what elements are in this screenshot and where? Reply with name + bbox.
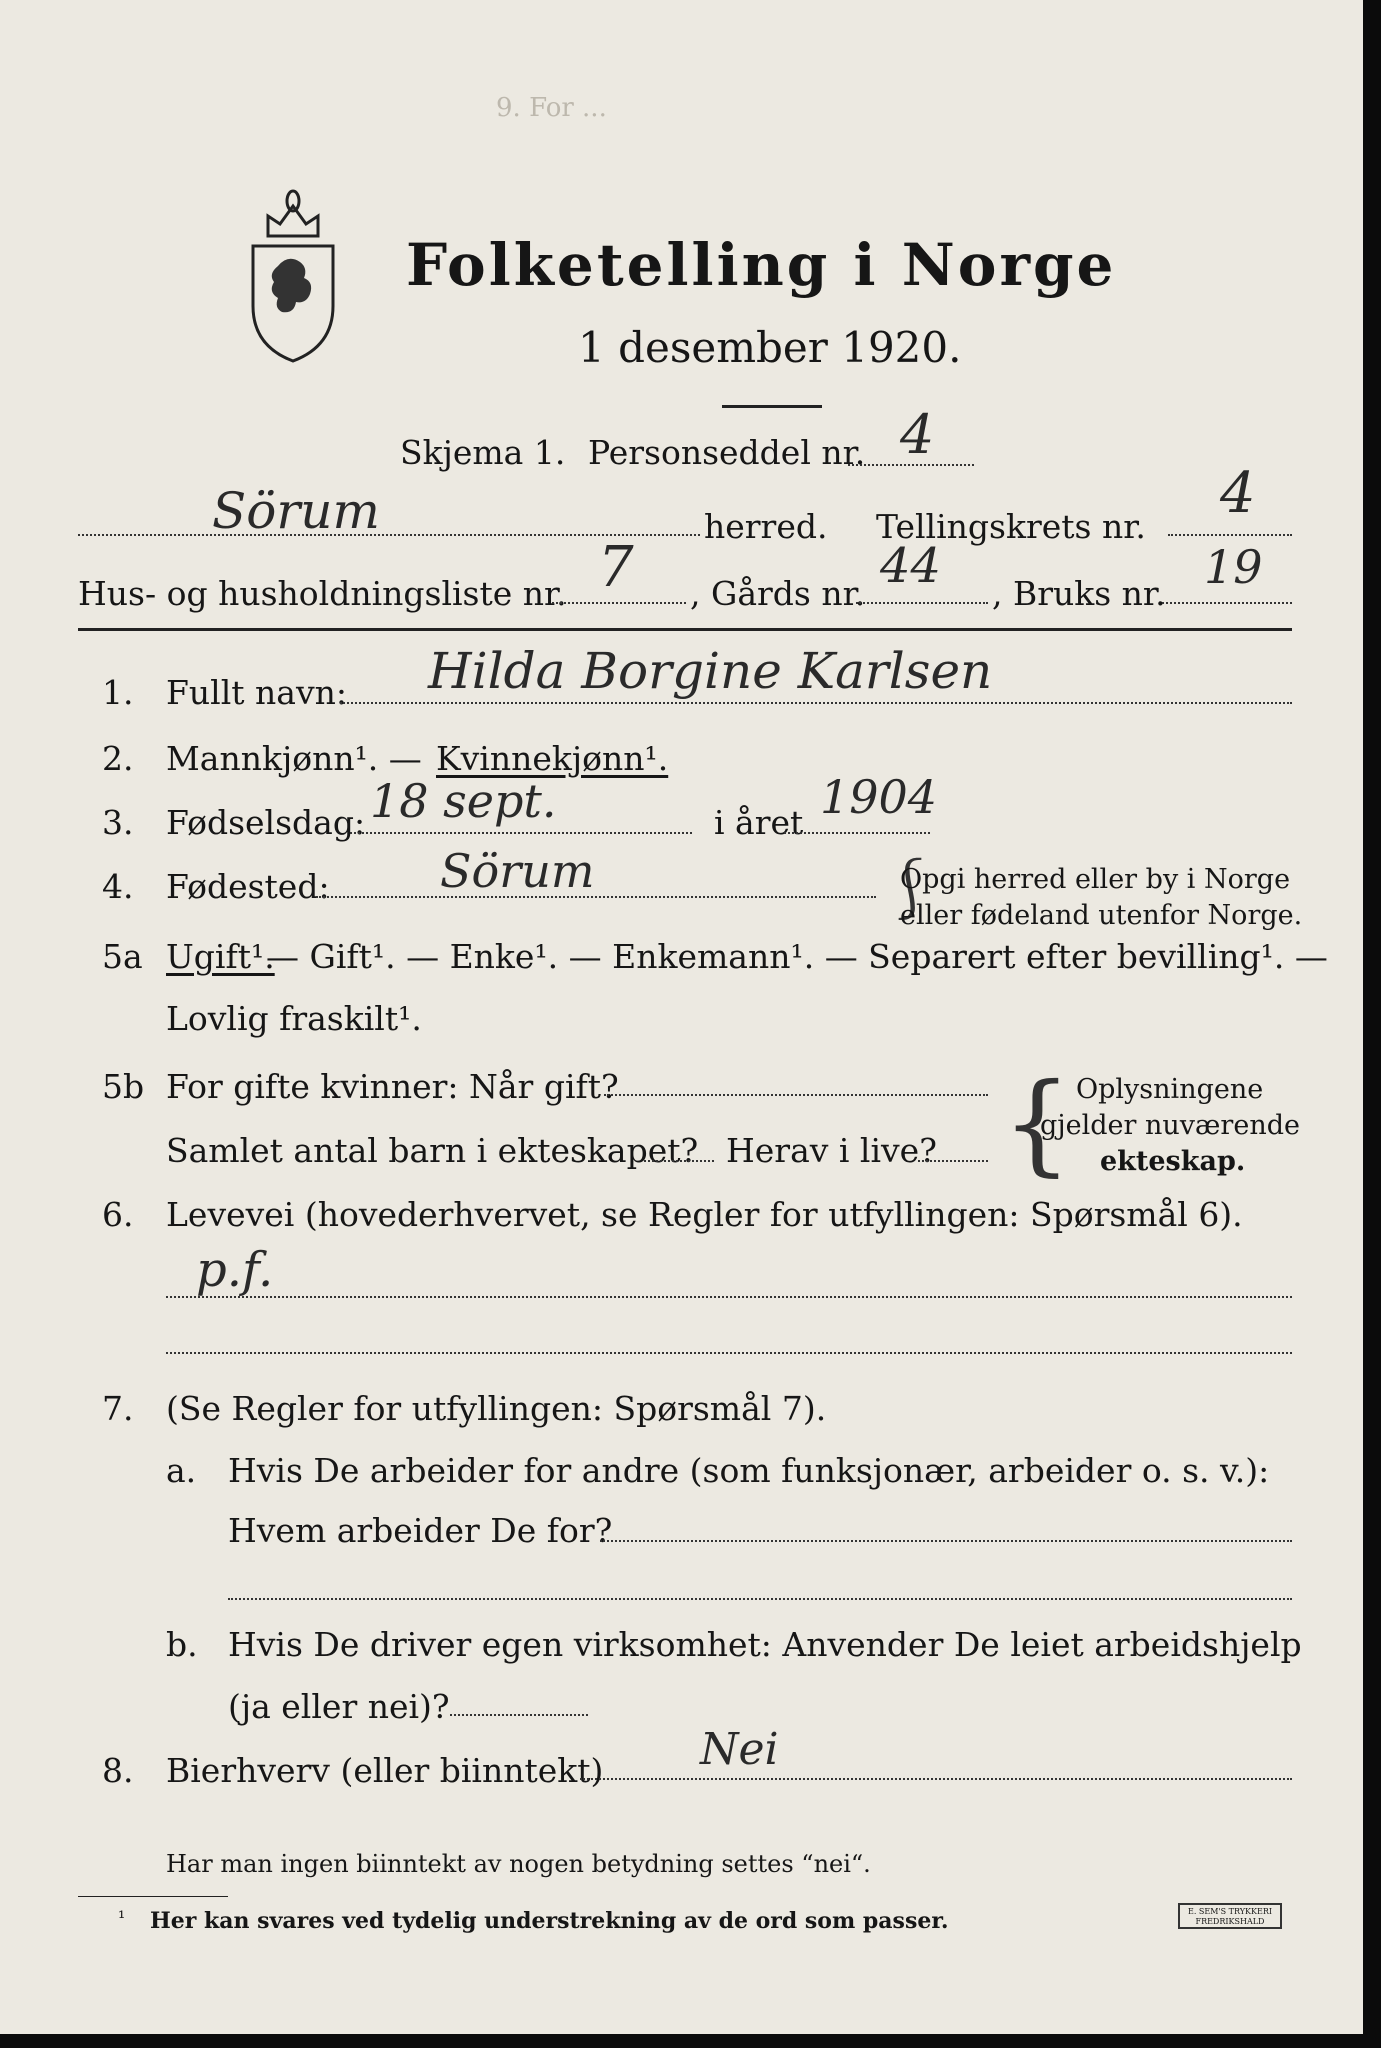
q5a-number: 5a: [102, 937, 143, 976]
header-rule: [78, 628, 1292, 631]
q1-number: 1.: [102, 673, 134, 712]
personseddel-label: Personseddel nr.: [588, 433, 866, 472]
q7-label: (Se Regler for utfyllingen: Spørsmål 7).: [166, 1389, 827, 1428]
printer-stamp: E. SEM'S TRYKKERI FREDRIKSHALD: [1178, 1903, 1282, 1929]
scan-edge-right: [1363, 0, 1381, 2048]
q7b-line2: (ja eller nei)?: [228, 1687, 450, 1726]
q4-note-line1: Opgi herred eller by i Norge: [900, 864, 1291, 895]
occupation-field-line-2: [166, 1352, 1292, 1354]
fraskilt-option[interactable]: Lovlig fraskilt¹.: [166, 999, 422, 1038]
coat-of-arms-icon: [238, 166, 348, 366]
hired-help-field-line: [450, 1714, 588, 1716]
tellingskrets-field-line: [1168, 534, 1292, 536]
form-title: Folketelling i Norge: [406, 231, 1117, 299]
marital-options[interactable]: — Gift¹. — Enke¹. — Enkemann¹. — Separert efter bevilling¹. —: [266, 937, 1328, 976]
q1-label: Fullt navn:: [166, 673, 347, 712]
schema-label: Skjema 1.: [400, 433, 566, 472]
male-option[interactable]: Mannkjønn¹. —: [166, 739, 422, 778]
q4-label: Fødested:: [166, 867, 330, 906]
full-name-value[interactable]: Hilda Borgine Karlsen: [428, 642, 993, 700]
q2-number: 2.: [102, 739, 134, 778]
birthplace-field-line: [316, 896, 876, 898]
q7a-number: a.: [166, 1451, 197, 1490]
married-when-label: For gifte kvinner: Når gift?: [166, 1067, 619, 1106]
female-option[interactable]: Kvinnekjønn¹.: [436, 739, 669, 778]
footnote-rule: [78, 1896, 228, 1897]
q5b-note-brace: {: [1002, 1059, 1072, 1187]
q7a-line1: Hvis De arbeider for andre (som funksjonær, arbeider o. s. v.):: [228, 1451, 1270, 1490]
ugift-option[interactable]: Ugift¹.: [166, 937, 275, 976]
q7b-number: b.: [166, 1625, 198, 1664]
herred-value[interactable]: Sörum: [212, 482, 380, 540]
husliste-value[interactable]: 7: [598, 535, 634, 600]
footnote: Her kan svares ved tydelig understrekning av de ord som passer.: [150, 1908, 949, 1934]
q5b-note-line2: gjelder nuværende: [1040, 1110, 1300, 1141]
q6-label: Levevei (hovederhvervet, se Regler for utfyllingen: Spørsmål 6).: [166, 1195, 1243, 1234]
side-income-value[interactable]: Nei: [700, 1724, 779, 1775]
husliste-label: Hus- og husholdningsliste nr.: [78, 574, 567, 613]
bruks-field-line: [1162, 602, 1292, 604]
title-divider: [722, 405, 822, 408]
q1-field-line: [340, 702, 1292, 704]
q8-label: Bierhverv (eller biinntekt): [166, 1751, 604, 1790]
q7a-line2: Hvem arbeider De for?: [228, 1511, 613, 1550]
children-alive-field-line: [918, 1160, 988, 1162]
q5b-number: 5b: [102, 1067, 145, 1106]
gards-value[interactable]: 44: [880, 538, 942, 594]
birthday-field-line: [350, 832, 692, 834]
footnote-mark: ¹: [118, 1908, 126, 1929]
tellingskrets-label: Tellingskrets nr.: [876, 507, 1146, 546]
herred-label: herred.: [704, 507, 828, 546]
year-value[interactable]: 1904: [820, 770, 938, 824]
q3-label: Fødselsdag:: [166, 803, 366, 842]
q8-number: 8.: [102, 1751, 134, 1790]
q5b-note-line3: ekteskap.: [1100, 1146, 1246, 1177]
form-date: 1 desember 1920.: [578, 323, 962, 372]
gards-label: , Gårds nr.: [690, 574, 866, 613]
year-label: i året: [714, 803, 804, 842]
q7-number: 7.: [102, 1389, 134, 1428]
q3-number: 3.: [102, 803, 134, 842]
birthplace-value[interactable]: Sörum: [440, 844, 595, 898]
birthday-value[interactable]: 18 sept.: [370, 774, 557, 828]
employer-field-line-1: [600, 1540, 1292, 1542]
bruks-label: , Bruks nr.: [992, 574, 1166, 613]
occupation-field-line-1: [166, 1296, 1292, 1298]
tellingskrets-value[interactable]: 4: [1220, 461, 1256, 526]
children-count-label: Samlet antal barn i ekteskapet?: [166, 1131, 699, 1170]
year-field-line: [784, 832, 930, 834]
q5b-note-line1: Oplysningene: [1076, 1074, 1264, 1105]
q4-note-brace: ⎰: [880, 855, 940, 925]
footer-note: Har man ingen biinntekt av nogen betydning settes “nei“.: [166, 1850, 871, 1878]
gards-field-line: [856, 602, 988, 604]
children-count-field-line: [644, 1160, 714, 1162]
side-income-field-line: [580, 1778, 1292, 1780]
q4-note-line2: eller fødeland utenfor Norge.: [900, 900, 1303, 931]
q4-number: 4.: [102, 867, 134, 906]
married-when-field-line: [604, 1094, 988, 1096]
scan-edge-bottom: [0, 2034, 1381, 2048]
q6-number: 6.: [102, 1195, 134, 1234]
bleed-through-text: 9. For ...: [496, 93, 607, 123]
personseddel-value[interactable]: 4: [900, 403, 935, 466]
occupation-value[interactable]: p.f.: [196, 1242, 274, 1298]
children-alive-label: Herav i live?: [726, 1131, 937, 1170]
employer-field-line-2: [228, 1598, 1292, 1600]
q7b-line1: Hvis De driver egen virksomhet: Anvender De leiet arbeidshjelp: [228, 1625, 1302, 1664]
bruks-value[interactable]: 19: [1204, 540, 1263, 594]
husliste-field-line: [552, 602, 686, 604]
